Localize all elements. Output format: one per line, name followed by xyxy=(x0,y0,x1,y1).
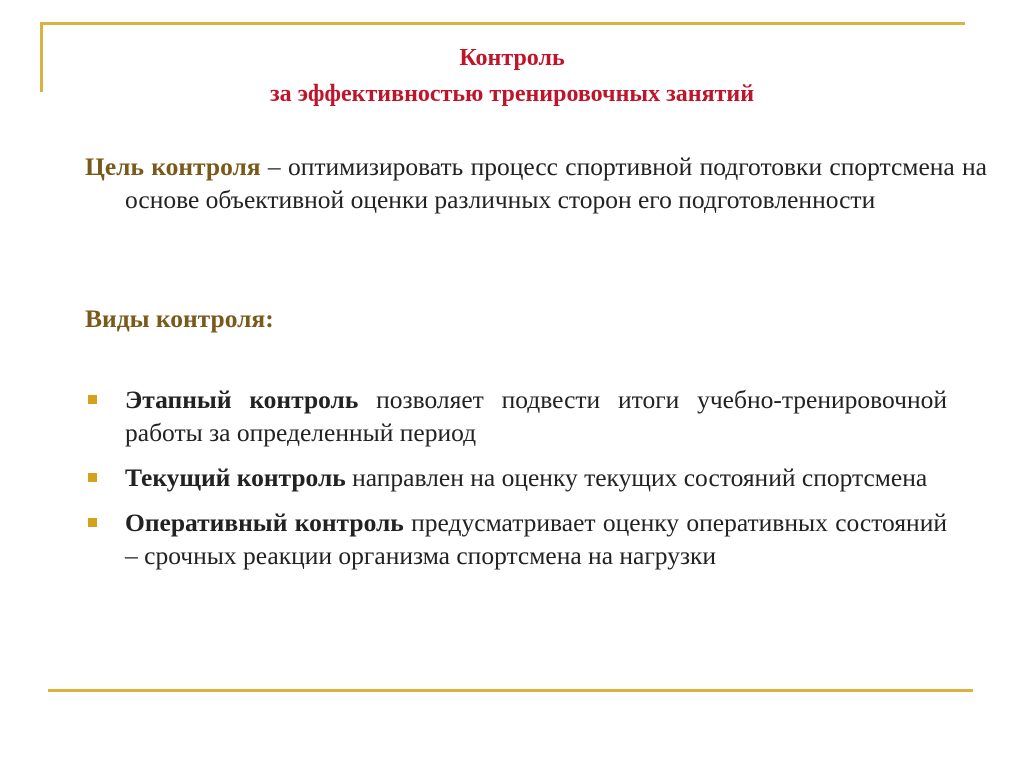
bullet-term: Текущий контроль xyxy=(125,463,346,492)
frame-line-top xyxy=(40,22,965,25)
square-bullet-icon xyxy=(88,518,97,527)
list-item xyxy=(85,461,947,494)
square-bullet-icon xyxy=(88,473,97,482)
control-types-list xyxy=(85,383,947,584)
slide-title-line-1: Контроль xyxy=(459,45,565,71)
goal-text: – оптимизировать процесс спортивной подготовки спортсмена на основе объективной оценки различных сторон его подготовленности xyxy=(125,152,987,214)
bullet-term: Этапный контроль xyxy=(125,385,359,414)
list-item xyxy=(85,383,947,449)
list-item xyxy=(85,506,947,572)
bullet-text: позволяет подвести итоги учебно-тренировочной работы за определенный период xyxy=(125,385,947,447)
slide-title xyxy=(0,40,1024,112)
goal-lead: Цель контроля xyxy=(85,152,261,181)
goal-paragraph xyxy=(85,150,987,216)
bullet-text: направлен на оценку текущих состояний спортсмена xyxy=(345,463,928,492)
bullet-term: Оперативный контроль xyxy=(125,508,404,537)
square-bullet-icon xyxy=(88,395,97,404)
bullet-text: предусматривает оценку оперативных состояний – срочных реакции организма спортсмена на нагрузки xyxy=(125,508,947,570)
frame-line-bottom xyxy=(48,689,973,692)
types-heading: Виды контроля: xyxy=(85,304,274,333)
slide-title-line-2: за эффективностью тренировочных занятий xyxy=(269,81,755,107)
